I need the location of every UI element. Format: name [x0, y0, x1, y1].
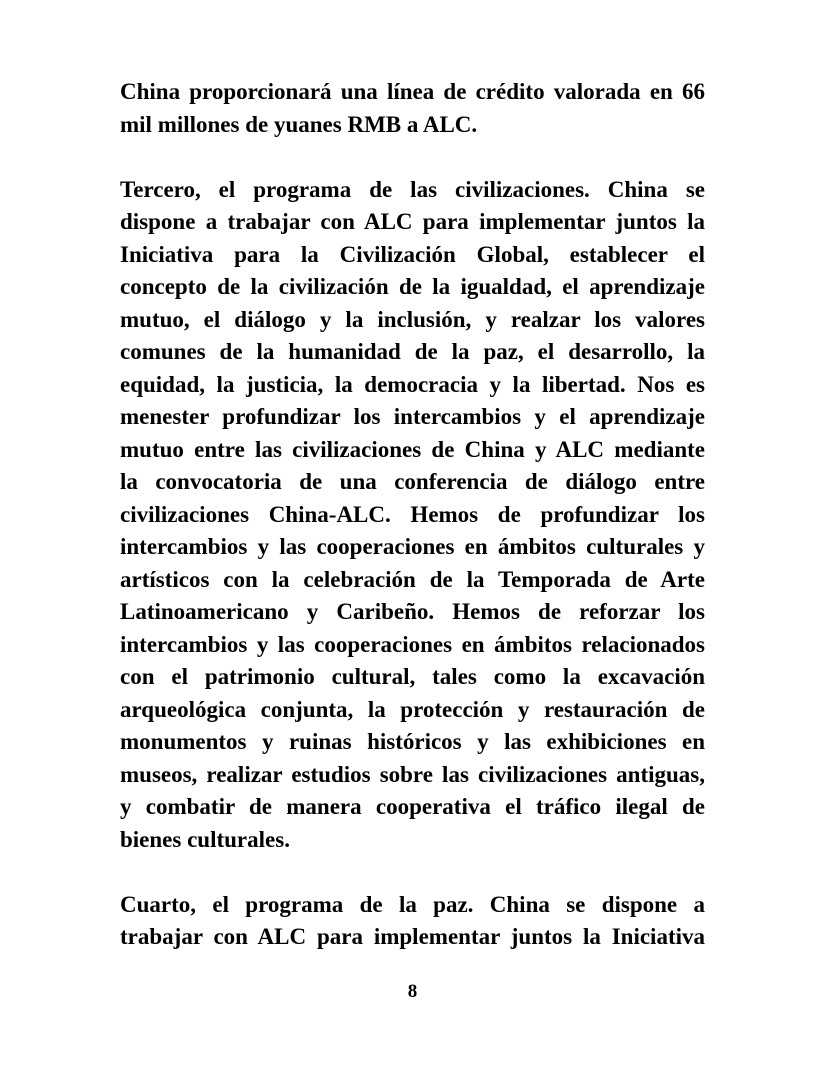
text-line: con el patrimonio cultural, tales como la excavación [120, 664, 705, 689]
text-line: intercambios y las cooperaciones en ámbitos culturales y [120, 534, 705, 559]
text-line: intercambios y las cooperaciones en ámbitos relacionados [120, 631, 705, 657]
text-line: y combatir de manera cooperativa el tráfico ilegal de [120, 794, 705, 819]
text-line: trabajar con ALC para implementar juntos la Iniciativa [120, 924, 705, 949]
text-line: artísticos con la celebración de la Temporada de Arte [120, 566, 705, 592]
text-line: monumentos y ruinas históricos y las exhibiciones en [120, 729, 705, 754]
text-line: Iniciativa para la Civilización Global, establecer el [120, 241, 705, 267]
text-line: equidad, la justicia, la democracia y la libertad. Nos es [120, 371, 705, 397]
text-line: Cuarto, el programa de la paz. China se dispone a [120, 891, 705, 917]
text-line: arqueológica conjunta, la protección y restauración de [120, 696, 705, 722]
text-line: mutuo, el diálogo y la inclusión, y realzar los valores [120, 306, 705, 332]
text-line: concepto de la civilización de la igualdad, el aprendizaje [120, 274, 705, 299]
text-line: comunes de la humanidad de la paz, el desarrollo, la [120, 339, 705, 364]
text-line: mil millones de yuanes RMB a ALC. [120, 111, 478, 137]
text-line: Tercero, el programa de las civilizaciones. China se [120, 176, 705, 202]
page-number: 8 [407, 981, 418, 1002]
text-line: menester profundizar los intercambios y el aprendizaje [120, 404, 705, 429]
paragraph [120, 76, 705, 141]
text-line: la convocatoria de una conferencia de diálogo entre [120, 469, 705, 494]
text-line: museos, realizar estudios sobre las civilizaciones antiguas, [120, 761, 705, 787]
text-line: dispone a trabajar con ALC para implementar juntos la [120, 209, 705, 234]
paragraph [120, 174, 705, 857]
text-line: China proporcionará una línea de crédito valorada en 66 [120, 79, 705, 104]
paragraph [120, 889, 705, 954]
page-footer [0, 982, 825, 1001]
text-line: Latinoamericano y Caribeño. Hemos de reforzar los [120, 599, 705, 624]
text-line: civilizaciones China-ALC. Hemos de profundizar los [120, 501, 705, 527]
text-line: bienes culturales. [120, 826, 290, 852]
text-line: mutuo entre las civilizaciones de China y ALC mediante [120, 436, 705, 462]
